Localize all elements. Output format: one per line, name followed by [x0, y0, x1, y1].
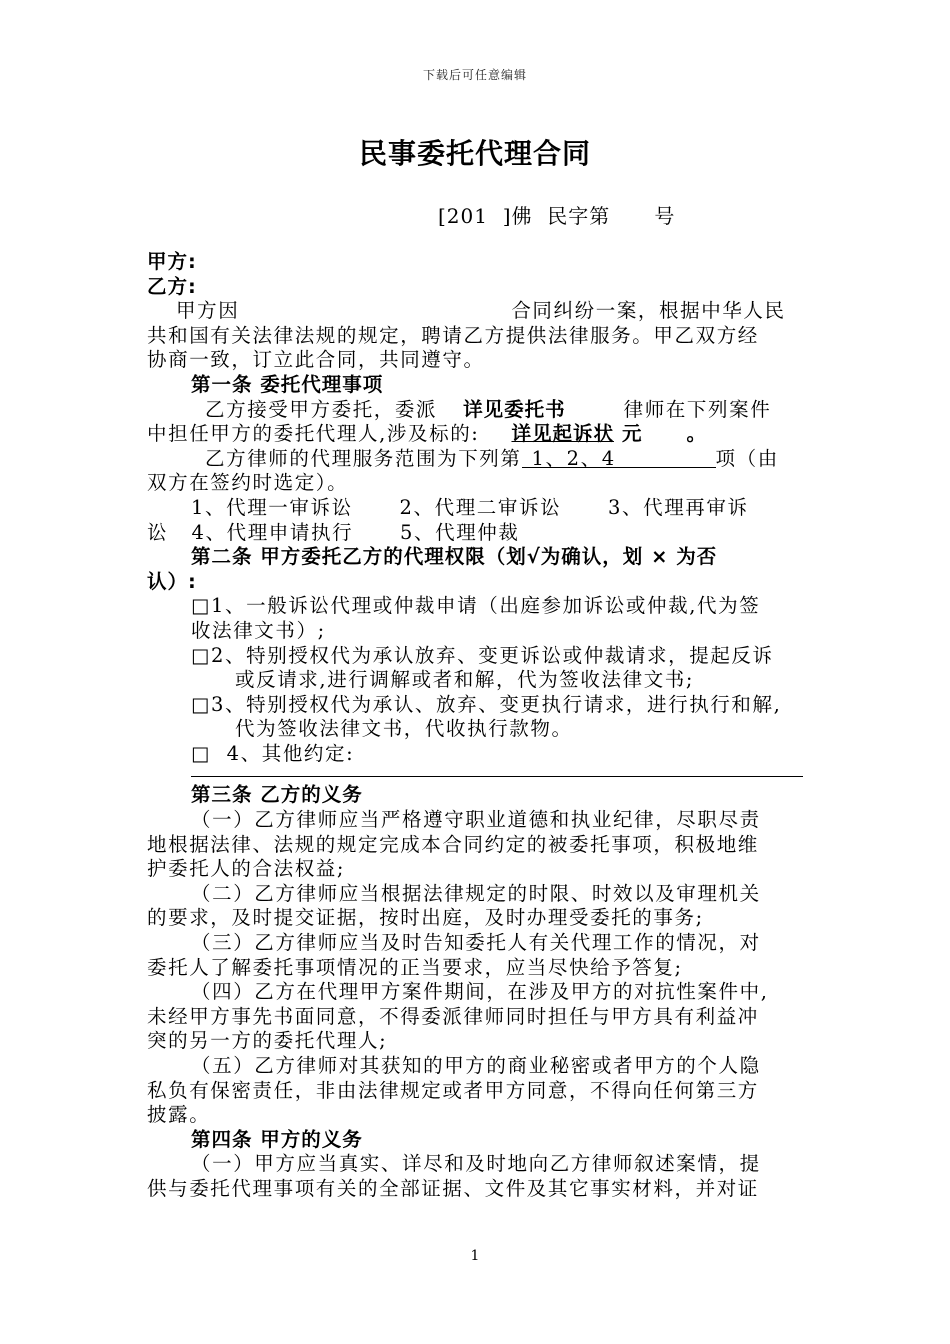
intro-line-2: 共和国有关法律法规的规定，聘请乙方提供法律服务。甲乙双方经 [147, 323, 759, 347]
article-1-line-4: 双方在签约时选定）。 [147, 471, 349, 495]
unit-text: 元 [621, 422, 643, 446]
article-1-heading: 第一条 委托代理事项 [191, 372, 384, 396]
party-b-label: 乙方: [147, 274, 197, 298]
scope-field [522, 447, 716, 468]
article-3-para: 未经甲方事先书面同意，不得委派律师同时担任与甲方具有利益冲 [147, 1004, 759, 1028]
article-1-line-1 [147, 398, 807, 423]
article-3-para: （三）乙方律师应当及时告知委托人有关代理工作的情况，对 [191, 931, 761, 955]
authority-item-4: □ 4、其他约定: [191, 741, 355, 765]
authority-item-2-cont: 或反请求,进行调解或者和解，代为签收法律文书; [235, 668, 695, 692]
article-3-para: 私负有保密责任，非由法律规定或者甲方同意，不得向任何第三方 [147, 1078, 759, 1102]
art1-text: 中担任甲方的委托代理人,涉及标的: [147, 422, 480, 446]
case-number: [201 ]佛 民字第 号 [438, 204, 676, 228]
article-4-para: 供与委托代理事项有关的全部证据、文件及其它事实材料，并对证 [147, 1176, 759, 1200]
intro-line-1 [147, 299, 807, 324]
authority-item-1: □1、一般诉讼代理或仲裁申请（出庭参加诉讼或仲裁,代为签 [191, 594, 761, 618]
party-a-label: 甲方: [147, 250, 197, 273]
article-3-heading: 第三条 乙方的义务 [191, 783, 363, 807]
article-3-para: 的要求，及时提交证据，按时出庭，及时办理受委托的事务; [147, 906, 704, 930]
scope-value: 1、2、4 [531, 446, 616, 470]
article-3-para: （一）乙方律师应当严格遵守职业道德和执业纪律，尽职尽责 [191, 808, 761, 832]
authority-item-3: □3、特别授权代为承认、放弃、变更执行请求，进行执行和解, [191, 692, 782, 716]
page-header: 下载后可任意编辑 [422, 68, 527, 82]
intro-text: 甲方因 [176, 299, 240, 323]
art1-text: 乙方律师的代理服务范围为下列第 [205, 446, 522, 470]
service-options-1: 1、代理一审诉讼 2、代理二审诉讼 3、代理再审诉 [191, 495, 749, 519]
service-options-2: 讼 4、代理申请执行 5、代理仲裁 [147, 520, 520, 544]
article-1-line-3 [147, 447, 807, 472]
article-3-para: 披露。 [147, 1103, 211, 1127]
authority-item-2: □2、特别授权代为承认放弃、变更诉讼或仲裁请求，提起反诉 [191, 643, 774, 667]
page-number: 1 [470, 1248, 480, 1264]
other-terms-line [191, 766, 803, 777]
article-4-para: （一）甲方应当真实、详尽和及时地向乙方律师叙述案情，提 [191, 1152, 761, 1176]
article-3-para: 委托人了解委托事项情况的正当要求，应当尽快给予答复; [147, 955, 683, 979]
article-3-para: （二）乙方律师应当根据法律规定的时限、时效以及审理机关 [191, 881, 761, 905]
article-2-heading-cont: 认）: [147, 569, 197, 593]
article-4-heading: 第四条 甲方的义务 [191, 1127, 363, 1151]
art1-text: 律师在下列案件 [623, 397, 772, 421]
article-3-para: （四）乙方在代理甲方案件期间，在涉及甲方的对抗性案件中, [191, 980, 769, 1004]
authority-item-3-cont: 代为签收法律文书，代收执行款物。 [235, 717, 573, 741]
article-3-para: 突的另一方的委托代理人; [147, 1029, 388, 1053]
intro-text: 合同纠纷一案，根据中华人民 [511, 299, 786, 323]
lawyer-field: 详见委托书 [463, 397, 566, 421]
article-1-line-2 [147, 422, 807, 447]
article-3-para: （五）乙方律师对其获知的甲方的商业秘密或者甲方的个人隐 [191, 1054, 761, 1077]
article-3-para: 护委托人的合法权益; [147, 857, 346, 881]
intro-line-3: 协商一致，订立此合同，共同遵守。 [147, 348, 485, 372]
art1-text: 项（由 [715, 446, 779, 470]
authority-item-1-cont: 收法律文书）; [191, 618, 326, 642]
period-text: 。 [686, 422, 708, 446]
article-2-heading: 第二条 甲方委托乙方的代理权限（划√为确认，划 × 为否 [191, 545, 718, 569]
document-title: 民事委托代理合同 [358, 137, 591, 170]
article-3-para: 地根据法律、法规的规定完成本合同约定的被委托事项，积极地维 [147, 832, 759, 856]
art1-text: 乙方接受甲方委托，委派 [205, 397, 438, 421]
subject-field: 详见起诉状 [511, 422, 614, 446]
contract-body [147, 250, 807, 1202]
